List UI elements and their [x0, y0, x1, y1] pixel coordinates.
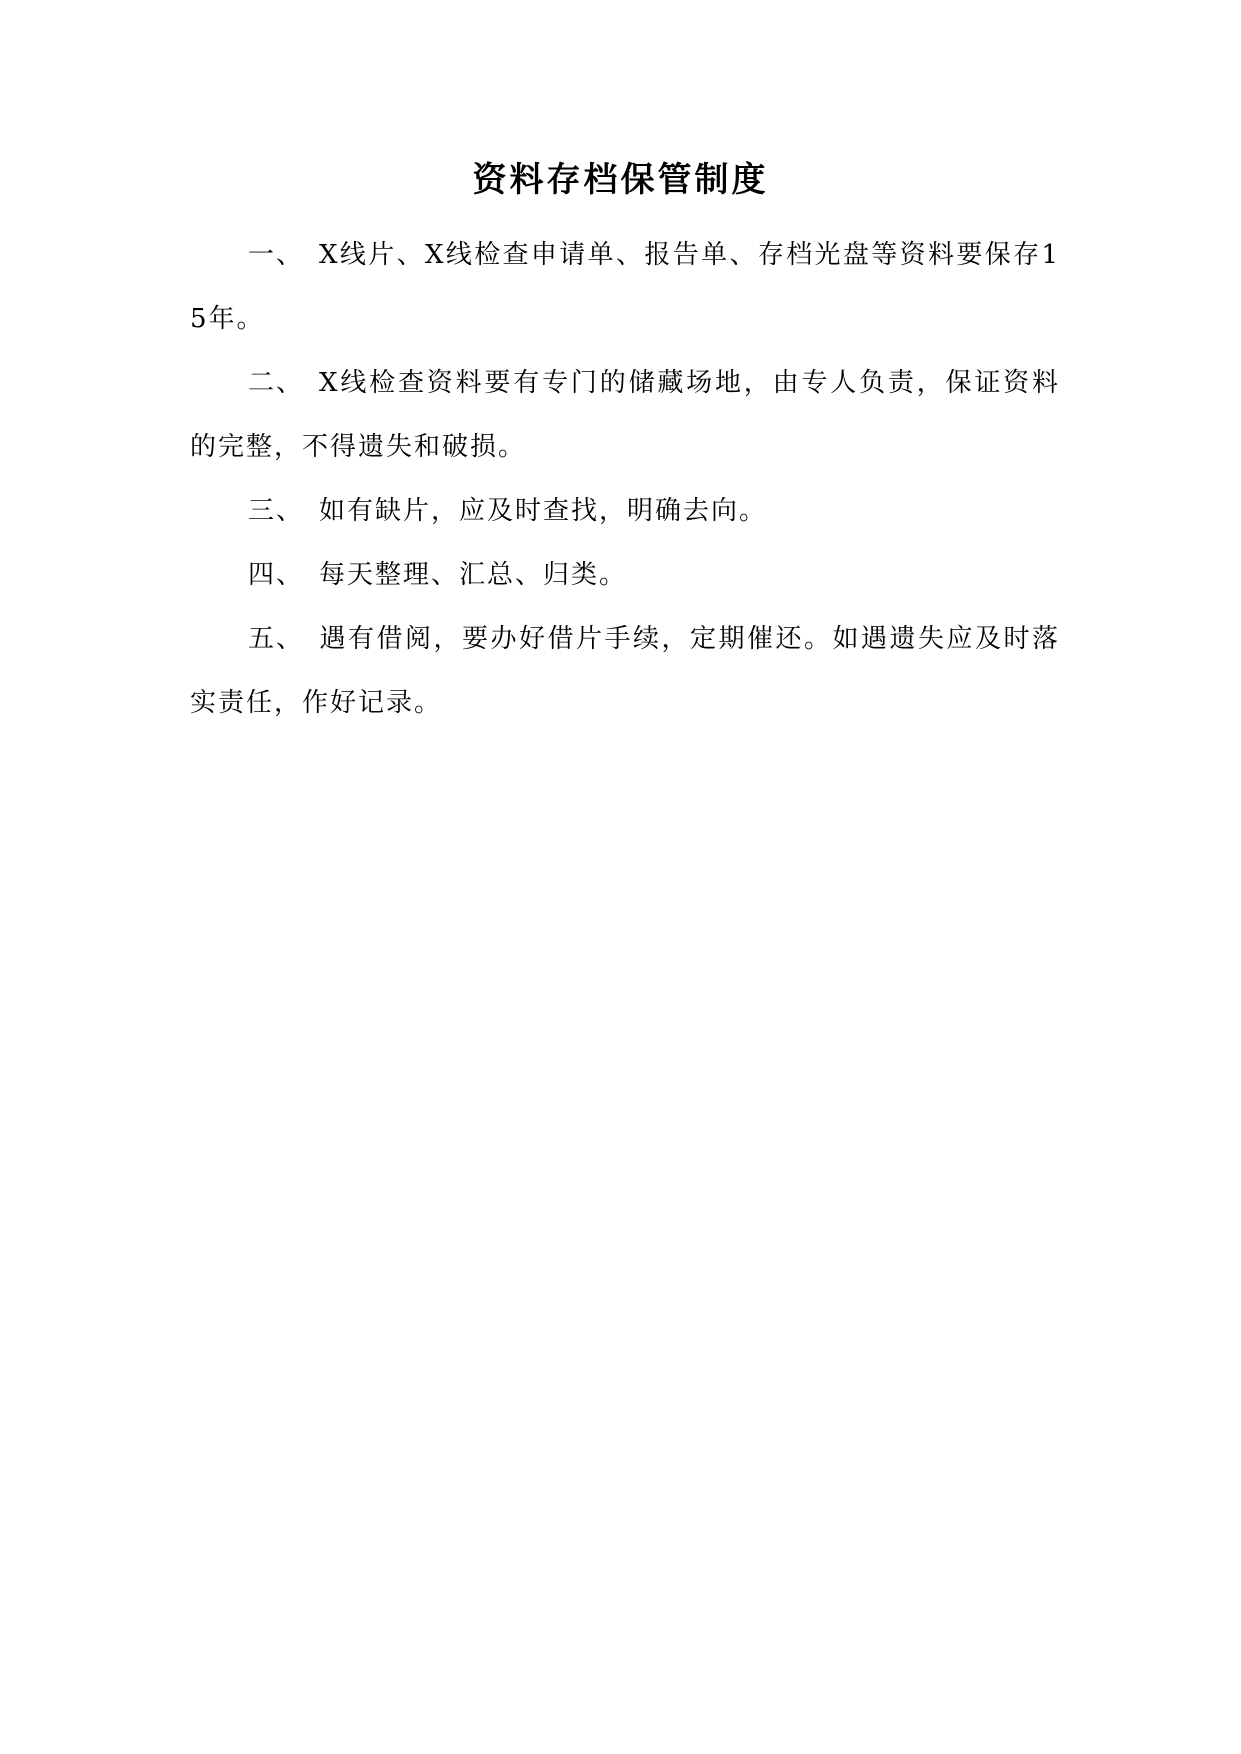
paragraph-4	[190, 543, 1060, 607]
paragraph-text: 如有缺片，应及时查找，明确去向。	[319, 496, 768, 526]
paragraph-number: 五、	[248, 624, 305, 654]
paragraph-3	[190, 479, 1060, 543]
paragraph-number: 一、	[248, 240, 305, 270]
paragraph-number: 三、	[248, 496, 305, 526]
paragraph-text: X线检查资料要有专门的储藏场地，由专人负责，保证资料的完整，不得遗失和破损。	[190, 368, 1060, 462]
paragraph-2	[190, 351, 1060, 479]
paragraph-1	[190, 223, 1060, 351]
paragraph-text: 每天整理、汇总、归类。	[319, 560, 628, 590]
paragraph-number: 二、	[248, 368, 305, 398]
document-body	[190, 223, 1060, 735]
paragraph-text: 遇有借阅，要办好借片手续，定期催还。如遇遗失应及时落实责任，作好记录。	[190, 624, 1060, 718]
paragraph-number: 四、	[248, 560, 305, 590]
document-title: 资料存档保管制度	[472, 160, 769, 200]
paragraph-5	[190, 607, 1060, 735]
paragraph-text: X线片、X线检查申请单、报告单、存档光盘等资料要保存15年。	[190, 240, 1060, 334]
